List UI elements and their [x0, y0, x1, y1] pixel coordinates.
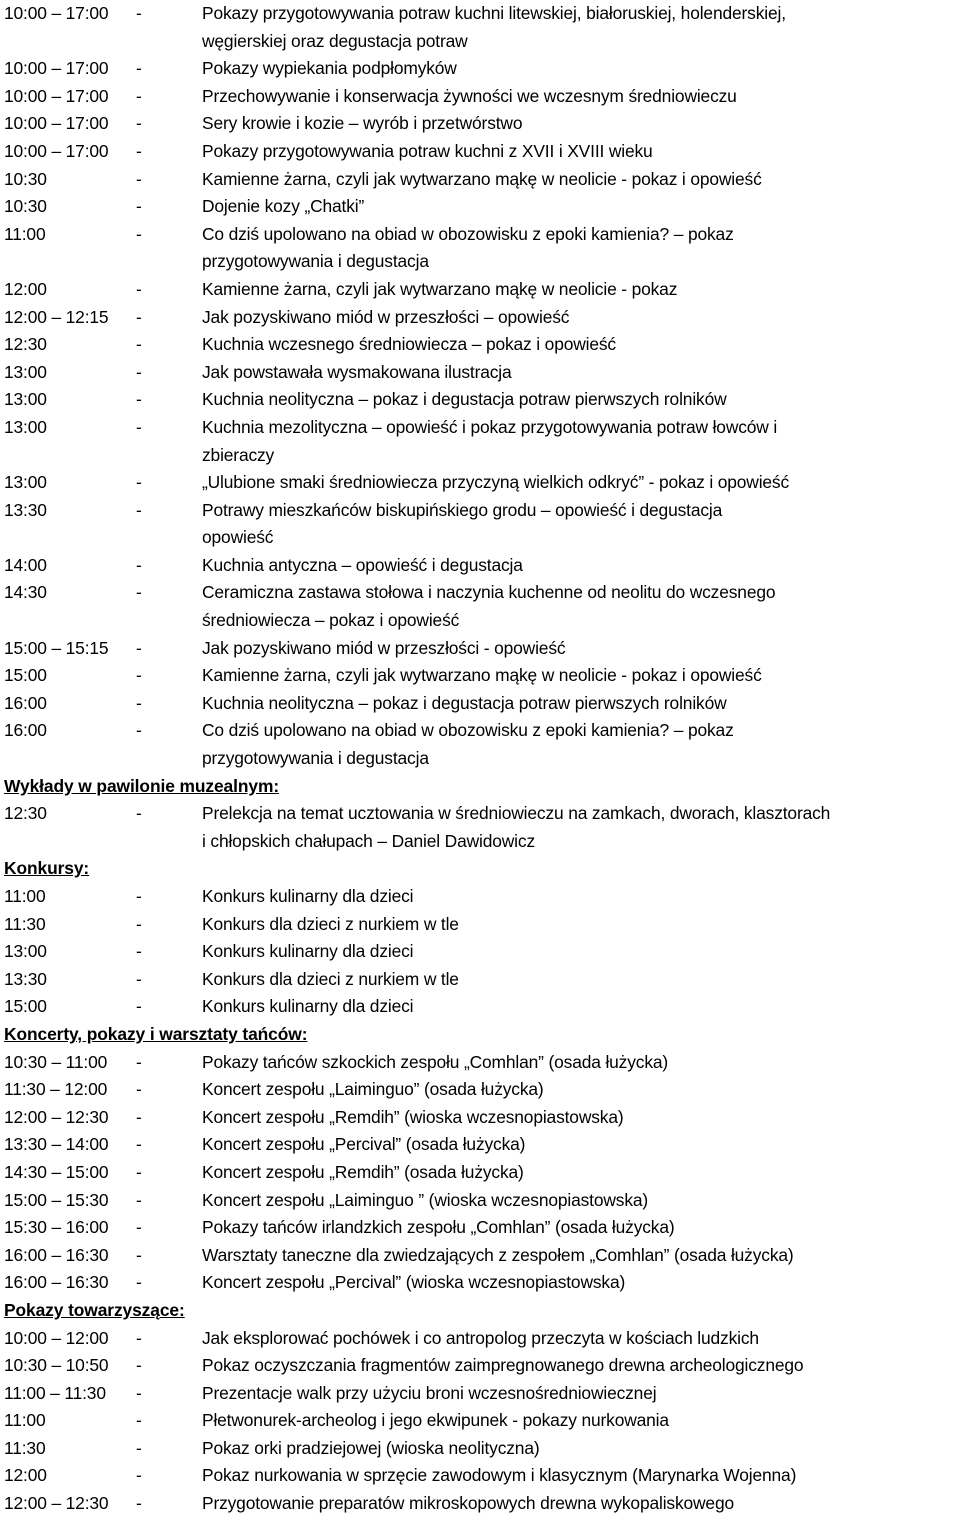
- event-time: 13:30 – 14:00: [4, 1134, 109, 1155]
- schedule-row: [0, 1490, 960, 1518]
- schedule-row: [0, 110, 960, 138]
- schedule-row: [0, 469, 960, 497]
- time-separator: -: [136, 803, 142, 824]
- time-separator: -: [136, 1465, 142, 1486]
- event-time: 14:30: [4, 582, 47, 603]
- event-time: 13:30: [4, 968, 47, 989]
- event-time: 12:30: [4, 334, 47, 355]
- event-description-line: Kuchnia neolityczna – pokaz i degustacja potraw pierwszych rolników: [202, 389, 727, 410]
- event-description-line: Potrawy mieszkańców biskupińskiego grodu – opowieść i degustacja: [202, 499, 723, 520]
- time-separator: -: [136, 499, 142, 520]
- event-description-line: Pokaz nurkowania w sprzęcie zawodowym i klasycznym (Marynarka Wojenna): [202, 1465, 797, 1486]
- event-time: 16:00: [4, 692, 47, 713]
- time-separator: -: [136, 472, 142, 493]
- schedule-row: [0, 911, 960, 939]
- schedule-row: [0, 1076, 960, 1104]
- event-description-line: Kuchnia neolityczna – pokaz i degustacja potraw pierwszych rolników: [202, 692, 727, 713]
- time-separator: -: [136, 113, 142, 134]
- time-separator: -: [136, 1189, 142, 1210]
- event-description-line: Prezentacje walk przy użyciu broni wczesnośredniowiecznej: [202, 1382, 657, 1403]
- event-description-line: Przygotowanie preparatów mikroskopowych drewna wykopaliskowego: [202, 1493, 735, 1514]
- event-description-line: Konkurs kulinarny dla dzieci: [202, 886, 414, 906]
- time-separator: -: [136, 58, 142, 79]
- schedule-row: [0, 1131, 960, 1159]
- event-description-line: Konkurs kulinarny dla dzieci: [202, 941, 414, 962]
- event-description-line: Sery krowie i kozie – wyrób i przetwórstwo: [202, 113, 523, 134]
- event-description-line: Przechowywanie i konserwacja żywności we wczesnym średniowieczu: [202, 85, 737, 106]
- event-description-line: Pokazy przygotowywania potraw kuchni z XVII i XVIII wieku: [202, 140, 653, 161]
- event-description-line: Pokazy tańców szkockich zespołu „Comhlan” (osada łużycka): [202, 1051, 669, 1072]
- schedule-row: [0, 1049, 960, 1077]
- event-description-line: Kuchnia wczesnego średniowiecza – pokaz i opowieść: [202, 334, 616, 355]
- time-separator: -: [136, 941, 142, 962]
- event-description-line: Konkurs kulinarny dla dzieci: [202, 996, 414, 1017]
- schedule-row: [0, 166, 960, 194]
- schedule-row: [0, 1159, 960, 1187]
- schedule-row: [0, 221, 960, 276]
- schedule-section: [0, 773, 960, 856]
- event-time: 10:00 – 17:00: [4, 140, 109, 161]
- event-description-line: Pokaz oczyszczania fragmentów zaimpregnowanego drewna archeologicznego: [202, 1355, 804, 1376]
- event-time: 13:00: [4, 389, 47, 410]
- event-time: 10:00 – 17:00: [4, 113, 109, 134]
- time-separator: -: [136, 720, 142, 741]
- event-time: 10:30 – 11:00: [4, 1051, 108, 1072]
- event-description-line: Prelekcja na temat ucztowania w średniowieczu na zamkach, dworach, klasztorach: [202, 803, 831, 824]
- time-separator: -: [136, 968, 142, 989]
- time-separator: -: [136, 665, 142, 686]
- schedule-section: [0, 855, 960, 1021]
- event-time: 11:00: [4, 886, 46, 906]
- time-separator: -: [136, 1327, 142, 1348]
- event-description-line: Koncert zespołu „Remdih” (wioska wczesnopiastowska): [202, 1106, 624, 1127]
- event-description-line: Warsztaty taneczne dla zwiedzających z zespołem „Comhlan” (osada łużycka): [202, 1244, 794, 1265]
- time-separator: -: [136, 554, 142, 575]
- event-time: 12:00 – 12:30: [4, 1493, 109, 1514]
- time-separator: -: [136, 637, 142, 658]
- event-time: 12:00: [4, 1465, 47, 1486]
- event-description-line: Ceramiczna zastawa stołowa i naczynia kuchenne od neolitu do wczesnego: [202, 582, 776, 603]
- time-separator: -: [136, 196, 142, 217]
- event-description-line: Koncert zespołu „Percival” (osada łużycka): [202, 1134, 526, 1155]
- time-separator: -: [136, 306, 142, 327]
- time-separator: -: [136, 1079, 142, 1100]
- schedule-row: [0, 1352, 960, 1380]
- time-separator: -: [136, 3, 142, 23]
- time-separator: -: [136, 223, 142, 244]
- time-separator: -: [136, 1437, 142, 1458]
- section-heading: Wykłady w pawilonie muzealnym:: [4, 775, 280, 796]
- time-separator: -: [136, 996, 142, 1017]
- time-separator: -: [136, 1382, 142, 1403]
- time-separator: -: [136, 85, 142, 106]
- event-description-line: średniowiecza – pokaz i opowieść: [202, 610, 460, 631]
- schedule-row: [0, 552, 960, 580]
- event-description-line: Konkurs dla dzieci z nurkiem w tle: [202, 913, 459, 934]
- event-time: 15:00: [4, 665, 47, 686]
- event-time: 13:00: [4, 941, 47, 962]
- event-description-line: Jak eksplorować pochówek i co antropolog przeczyta w kościach ludzkich: [202, 1327, 759, 1348]
- time-separator: -: [136, 140, 142, 161]
- event-description-line: Płetwonurek-archeolog i jego ekwipunek - pokazy nurkowania: [202, 1410, 669, 1431]
- time-separator: -: [136, 1134, 142, 1155]
- schedule-row: [0, 883, 960, 911]
- time-separator: -: [136, 582, 142, 603]
- section-heading: Koncerty, pokazy i warsztaty tańców:: [4, 1023, 308, 1044]
- event-description-line: Koncert zespołu „Percival” (wioska wczesnopiastowska): [202, 1272, 626, 1293]
- schedule-section: [0, 1021, 960, 1297]
- schedule-row: [0, 0, 960, 55]
- event-time: 15:00: [4, 996, 47, 1017]
- section-heading: Konkursy:: [4, 858, 90, 879]
- time-separator: -: [136, 1244, 142, 1265]
- event-description-line: Pokazy tańców irlandzkich zespołu „Comhlan” (osada łużycka): [202, 1217, 675, 1238]
- event-time: 12:00: [4, 278, 47, 299]
- schedule-row: [0, 1435, 960, 1463]
- event-time: 13:00: [4, 416, 47, 437]
- schedule-row: [0, 662, 960, 690]
- time-separator: -: [136, 278, 142, 299]
- schedule-row: [0, 1407, 960, 1435]
- event-time: 13:00: [4, 472, 47, 493]
- event-time: 11:00: [4, 223, 46, 244]
- event-description-line: przygotowywania i degustacja: [202, 251, 429, 272]
- schedule-row: [0, 993, 960, 1021]
- event-time: 10:00 – 17:00: [4, 85, 109, 106]
- event-time: 14:00: [4, 554, 47, 575]
- event-description-line: Kuchnia antyczna – opowieść i degustacja: [202, 554, 523, 575]
- schedule-row: [0, 1104, 960, 1132]
- schedule-row: [0, 138, 960, 166]
- event-description-line: Kuchnia mezolityczna – opowieść i pokaz przygotowywania potraw łowców i: [202, 416, 778, 437]
- time-separator: -: [136, 416, 142, 437]
- event-description-line: Pokaz orki pradziejowej (wioska neolityczna): [202, 1437, 540, 1458]
- event-time: 11:00 – 11:30: [4, 1382, 106, 1403]
- event-description-line: Jak pozyskiwano miód w przeszłości - opowieść: [202, 637, 566, 658]
- event-description-line: Pokazy wypiekania podpłomyków: [202, 58, 457, 79]
- schedule-row: [0, 55, 960, 83]
- time-separator: -: [136, 1106, 142, 1127]
- schedule-row: [0, 579, 960, 634]
- event-description-line: przygotowywania i degustacja: [202, 748, 429, 769]
- event-description-line: Koncert zespołu „Laiminguo ” (wioska wczesnopiastowska): [202, 1189, 649, 1210]
- event-description-line: opowieść: [202, 527, 274, 548]
- time-separator: -: [136, 1493, 142, 1514]
- event-description-line: węgierskiej oraz degustacja potraw: [202, 30, 468, 51]
- event-time: 11:30: [4, 1437, 46, 1458]
- event-description-line: zbieraczy: [202, 444, 275, 465]
- time-separator: -: [136, 1410, 142, 1431]
- time-separator: -: [136, 361, 142, 382]
- event-time: 15:00 – 15:15: [4, 637, 109, 658]
- time-separator: -: [136, 1355, 142, 1376]
- schedule-row: [0, 717, 960, 772]
- event-description-line: Pokazy przygotowywania potraw kuchni litewskiej, białoruskiej, holenderskiej,: [202, 3, 786, 23]
- event-time: 16:00 – 16:30: [4, 1272, 109, 1293]
- event-description-line: Jak powstawała wysmakowana ilustracja: [202, 361, 512, 382]
- event-description-line: Konkurs dla dzieci z nurkiem w tle: [202, 968, 459, 989]
- schedule-row: [0, 1325, 960, 1353]
- schedule-row: [0, 497, 960, 552]
- schedule-row: [0, 414, 960, 469]
- event-time: 16:00: [4, 720, 47, 741]
- time-separator: -: [136, 913, 142, 934]
- event-description-line: Koncert zespołu „Remdih” (osada łużycka): [202, 1161, 524, 1182]
- event-time: 15:00 – 15:30: [4, 1189, 109, 1210]
- schedule-row: [0, 359, 960, 387]
- schedule-row: [0, 1462, 960, 1490]
- schedule-row: [0, 304, 960, 332]
- event-time: 11:30 – 12:00: [4, 1079, 108, 1100]
- event-time: 12:00 – 12:30: [4, 1106, 109, 1127]
- event-description-line: Kamienne żarna, czyli jak wytwarzano mąkę w neolicie - pokaz: [202, 278, 678, 299]
- schedule-row: [0, 1187, 960, 1215]
- event-time: 10:00 – 17:00: [4, 3, 109, 23]
- event-time: 16:00 – 16:30: [4, 1244, 109, 1265]
- time-separator: -: [136, 1161, 142, 1182]
- time-separator: -: [136, 168, 142, 189]
- event-description-line: Kamienne żarna, czyli jak wytwarzano mąkę w neolicie - pokaz i opowieść: [202, 665, 762, 686]
- event-time: 10:00 – 17:00: [4, 58, 109, 79]
- event-time: 13:00: [4, 361, 47, 382]
- event-time: 11:00: [4, 1410, 46, 1431]
- schedule-row: [0, 193, 960, 221]
- event-description-line: Co dziś upolowano na obiad w obozowisku z epoki kamienia? – pokaz: [202, 223, 734, 244]
- schedule-row: [0, 331, 960, 359]
- event-description-line: Co dziś upolowano na obiad w obozowisku z epoki kamienia? – pokaz: [202, 720, 734, 741]
- event-time: 10:30 – 10:50: [4, 1355, 109, 1376]
- event-time: 12:00 – 12:15: [4, 306, 109, 327]
- schedule-row: [0, 83, 960, 111]
- section-heading: Pokazy towarzyszące:: [4, 1299, 185, 1320]
- time-separator: -: [136, 692, 142, 713]
- schedule-row: [0, 386, 960, 414]
- event-time: 10:30: [4, 168, 47, 189]
- schedule-row: [0, 966, 960, 994]
- schedule-row: [0, 1214, 960, 1242]
- event-description-line: „Ulubione smaki średniowiecza przyczyną wielkich odkryć” - pokaz i opowieść: [202, 472, 790, 493]
- schedule-section: [0, 1297, 960, 1518]
- time-separator: -: [136, 1272, 142, 1293]
- event-description-line: Dojenie kozy „Chatki”: [202, 196, 365, 217]
- event-description-line: Koncert zespołu „Laiminguo” (osada łużycka): [202, 1079, 544, 1100]
- schedule-row: [0, 1269, 960, 1297]
- schedule-row: [0, 1242, 960, 1270]
- time-separator: -: [136, 1217, 142, 1238]
- event-time: 15:30 – 16:00: [4, 1217, 109, 1238]
- schedule-row: [0, 938, 960, 966]
- event-description-line: Jak pozyskiwano miód w przeszłości – opowieść: [202, 306, 570, 327]
- event-time: 14:30 – 15:00: [4, 1161, 109, 1182]
- schedule-row: [0, 635, 960, 663]
- event-time: 12:30: [4, 803, 47, 824]
- event-time: 11:30: [4, 913, 46, 934]
- event-description-line: Kamienne żarna, czyli jak wytwarzano mąkę w neolicie - pokaz i opowieść: [202, 168, 762, 189]
- schedule-row: [0, 1380, 960, 1408]
- event-description-line: i chłopskich chałupach – Daniel Dawidowicz: [202, 830, 535, 851]
- time-separator: -: [136, 1051, 142, 1072]
- event-time: 13:30: [4, 499, 47, 520]
- time-separator: -: [136, 389, 142, 410]
- time-separator: -: [136, 886, 142, 906]
- time-separator: -: [136, 334, 142, 355]
- event-time: 10:30: [4, 196, 47, 217]
- schedule-row: [0, 690, 960, 718]
- event-time: 10:00 – 12:00: [4, 1327, 109, 1348]
- schedule-row: [0, 276, 960, 304]
- schedule-row: [0, 800, 960, 855]
